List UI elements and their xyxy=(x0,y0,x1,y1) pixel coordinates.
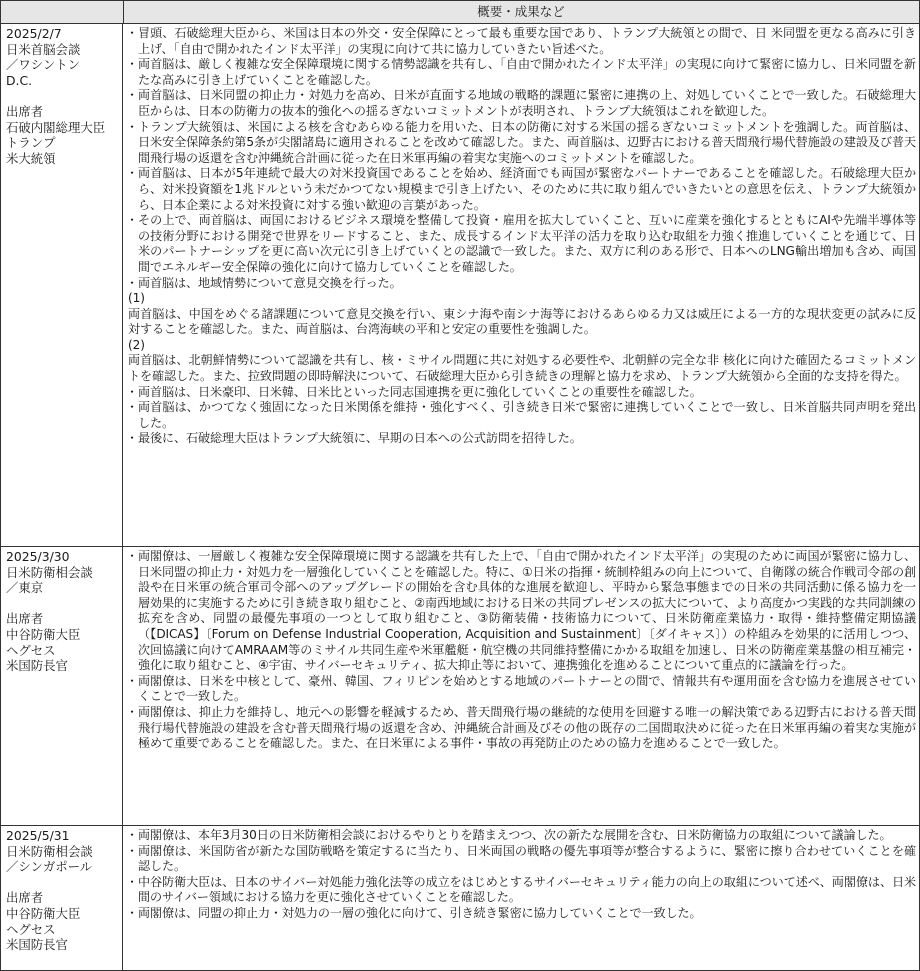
meeting-info-cell xyxy=(1,24,123,546)
meeting-title: 日米防衛相会談 xyxy=(6,564,93,580)
list-item: ・ 両閣僚は、一層厳しく複雑な安全保障環境に関する認識を共有した上で、「自由で開かれたインド太平洋」の実現のために両国が緊密に協力し、日米同盟の抑止力・対処力を一層強化していくことを確認した。特に、①日米の指揮・統制枠組みの向上について、自衛隊の統合作戦司令部の創設や在日米軍の統合軍司令部へのアップグレードの開始を含む具体的な進展を歓迎し、平時から緊急事態までの日米の共同活動に係る協力を一層効果的に実施するために引き続き取り組むこと、②南西地域における日米の共同プレゼンスの拡大について、より高度かつ実践的な共同訓練の拡充を含め、同盟の最優先事項の一つとして取り組むこと、③防衛装備・技術協力について、日米防衛産業協力・取得・維持整備定期協議（【DICAS】〔Forum on Defense Industrial Cooperation, Acquisition and Sustainment〕〔ダイキャス〕）の枠組みを効果的に活用しつつ、次回協議に向けてAMRAAM等のミサイル共同生産や米軍艦艇・航空機の共同維持整備にかかる取組を加速し、日米の防衛産業基盤の相互補完・強化に取り組むこと、④宇宙、サイバーセキュリティ、拡大抑止等において、連携強化を進めることについて重点的に議論を行った。 xyxy=(128,549,916,674)
list-item: ・ その上で、両首脳は、両国におけるビジネス環境を整備して投資・雇用を拡大していくこと、互いに産業を強化するとともにAIや先端半導体等の技術分野における開発で世界をリードすること、また、成長するインド太平洋の活力を取り込む取組を力強く推進していくことを通じて、日米のパートナーシップを更に高い次元に引き上げていくとの認識で一致した。また、双方に利のある形で、日本へのLNG輸出増加も含め、両国間でエネルギー安全保障の強化に向けて協力していくことを確認した。 xyxy=(128,213,916,275)
attendee: 石破内閣総理大臣 xyxy=(6,119,106,135)
meeting-title: 日米首脳会談 xyxy=(6,41,81,57)
list-item: ・ 両首脳は、厳しく複雑な安全保障環境に関する情勢認識を共有し、「自由で開かれたインド太平洋」の実現に向けて緊密に協力し、日米同盟を新たな高みに引き上げていくことを確認した。 xyxy=(128,57,916,88)
attendee-title: 米国防長官 xyxy=(6,937,68,953)
attendee: ヘグセス xyxy=(6,642,56,658)
list-item: ・ 両首脳は、かつてなく強固になった日米関係を維持・強化すべく、引き続き日米で緊密に連携していくことで一致し、日米首脳共同声明を発出した。 xyxy=(128,400,916,431)
list-item: ・ 両首脳は、日米豪印、日米韓、日米比といった同志国連携を更に強化していくことの重要性を確認した。 xyxy=(128,385,916,401)
meeting-date: 2025/2/7 xyxy=(6,26,62,41)
meeting-info-cell xyxy=(1,547,123,825)
list-item: ・ 両閣僚は、本年3月30日の日米防衛相会談におけるやりとりを踏まえつつ、次の新たな展開を含む、日米防衛協力の取組について議論した。 xyxy=(128,828,916,844)
summary-cell xyxy=(124,26,916,447)
list-item: ・ 両閣僚は、米国防省が新たな国防戦略を策定するに当たり、日米両国の戦略の優先事項等が整合するように、緊密に擦り合わせていくことを確認した。 xyxy=(128,844,916,875)
attendee: 中谷防衛大臣 xyxy=(6,626,81,642)
attendee: トランプ xyxy=(6,135,56,151)
sub-label: (2) xyxy=(128,337,145,352)
list-item: ・ 中谷防衛大臣は、日本のサイバー対処能力強化法等の成立をはじめとするサイバーセキュリティ能力の向上の取組について述べ、両閣僚は、日米間のサイバー領域における協力を更に強化させていくことを確認した。 xyxy=(128,875,916,906)
list-item: ・ 両首脳は、日米同盟の抑止力・対処力を高め、日米が直面する地域の戦略的課題に緊密に連携の上、対処していくことで一致した。石破総理大臣からは、日本の防衛力の抜本的強化への揺るぎないコミットメントが表明され、トランプ大統領はこれを歓迎した。 xyxy=(128,88,916,119)
list-item: ・ 両閣僚は、抑止力を維持し、地元への影響を軽減するため、普天間飛行場の継続的な使用を回避する唯一の解決策である辺野古における普天間飛行場代替施設の建設を含む普天間飛行場の返還を含め、沖縄統合計画及びその他の既存の二国間取決めに従った在日米軍再編の着実な実施が極めて重要であることを確認した。また、在日米軍による事件・事故の再発防止のための協力を進めることで一致した。 xyxy=(128,705,916,752)
sub-paragraph: 両首脳は、北朝鮮情勢について認識を共有し、核・ミサイル問題に共に対処する必要性や、北朝鮮の完全な非 核化に向けた確固たるコミットメントを確認した。また、拉致問題の即時解決について、石破総理大臣から引き続きの理解と協力を求め、トランプ大統領から全面的な支持を得た。 xyxy=(128,353,916,384)
sub-label: (1) xyxy=(128,291,145,306)
summary-cell xyxy=(124,549,916,752)
attendee-title: 米大統領 xyxy=(6,150,56,166)
list-item: ・ 冒頭、石破総理大臣から、米国は日本の外交・安全保障にとって最も重要な国であり、トランプ大統領との間で、日 米同盟を更なる高みに引き上げ、「自由で開かれたインド太平洋」の実現に向けて共に協力していきたい旨述べた。 xyxy=(128,26,916,57)
table-row xyxy=(1,24,919,547)
attendee-title: 米国防長官 xyxy=(6,658,68,674)
attendees-label: 出席者 xyxy=(6,103,44,119)
meeting-location: ／東京 xyxy=(6,580,44,596)
table-row xyxy=(1,547,919,826)
meeting-title: 日米防衛相会談 xyxy=(6,843,93,859)
summary-cell xyxy=(124,828,916,922)
list-item: ・ 両首脳は、地域情勢について意見交換を行った。 xyxy=(128,276,916,292)
attendee: ヘグセス xyxy=(6,921,56,937)
header-title: 概要・成果など xyxy=(477,4,565,19)
attendee: 中谷防衛大臣 xyxy=(6,905,81,921)
meeting-info-cell xyxy=(1,826,123,970)
list-item: ・ 両閣僚は、日米を中核として、豪州、韓国、フィリピンを始めとする地域のパートナーとの間で、情報共有や運用面を含む協力を進展させていくことで一致した。 xyxy=(128,674,916,705)
attendees-label: 出席者 xyxy=(6,611,44,627)
list-item: ・ 最後に、石破総理大臣はトランプ大統領に、早期の日本への公式訪問を招待した。 xyxy=(128,431,916,447)
sub-paragraph: 両首脳は、中国をめぐる諸課題について意見交換を行い、東シナ海や南シナ海等におけるあらゆる力又は威圧による一方的な現状変更の試みに反対することを確認した。また、両首脳は、台湾海峡の平和と安定の重要性を強調した。 xyxy=(128,306,916,337)
attendees-label: 出席者 xyxy=(6,890,44,906)
meeting-location-cont: D.C. xyxy=(6,72,33,88)
meeting-location: ／シンガポール xyxy=(6,859,93,875)
meeting-date: 2025/5/31 xyxy=(6,828,70,843)
list-item: ・ 両閣僚は、同盟の抑止力・対処力の一層の強化に向けて、引き続き緊密に協力していくことで一致した。 xyxy=(128,906,916,922)
table-row xyxy=(1,826,919,970)
list-item: ・ 両首脳は、日本が5年連続で最大の対米投資国であることを始め、経済面でも両国が緊密なパートナーであることを確認した。石破総理大臣から、対米投資額を1兆ドルという未だかつてない規模まで引き上げたい、そのために共に取り組んでいきたいとの意思を伝え、トランプ大統領から、日本企業による対米投資に対する強い歓迎の言葉があった。 xyxy=(128,166,916,213)
list-item: ・ トランプ大統領は、米国による核を含むあらゆる能力を用いた、日本の防衛に対する米国の揺るぎないコミットメントを強調した。両首脳は、日米安全保障条約第5条が尖閣諸島に適用されることを改めて確認した。また、両首脳は、辺野古における普天間飛行場代替施設の建設及び普天間飛行場の返還を含む沖縄統合計画に従った在日米軍再編の着実な実施へのコミットメントを確認した。 xyxy=(128,120,916,167)
meeting-date: 2025/3/30 xyxy=(6,549,70,564)
header-blank-cell xyxy=(1,1,124,23)
meeting-location: ／ワシントン xyxy=(6,57,81,73)
table-header xyxy=(1,1,919,24)
